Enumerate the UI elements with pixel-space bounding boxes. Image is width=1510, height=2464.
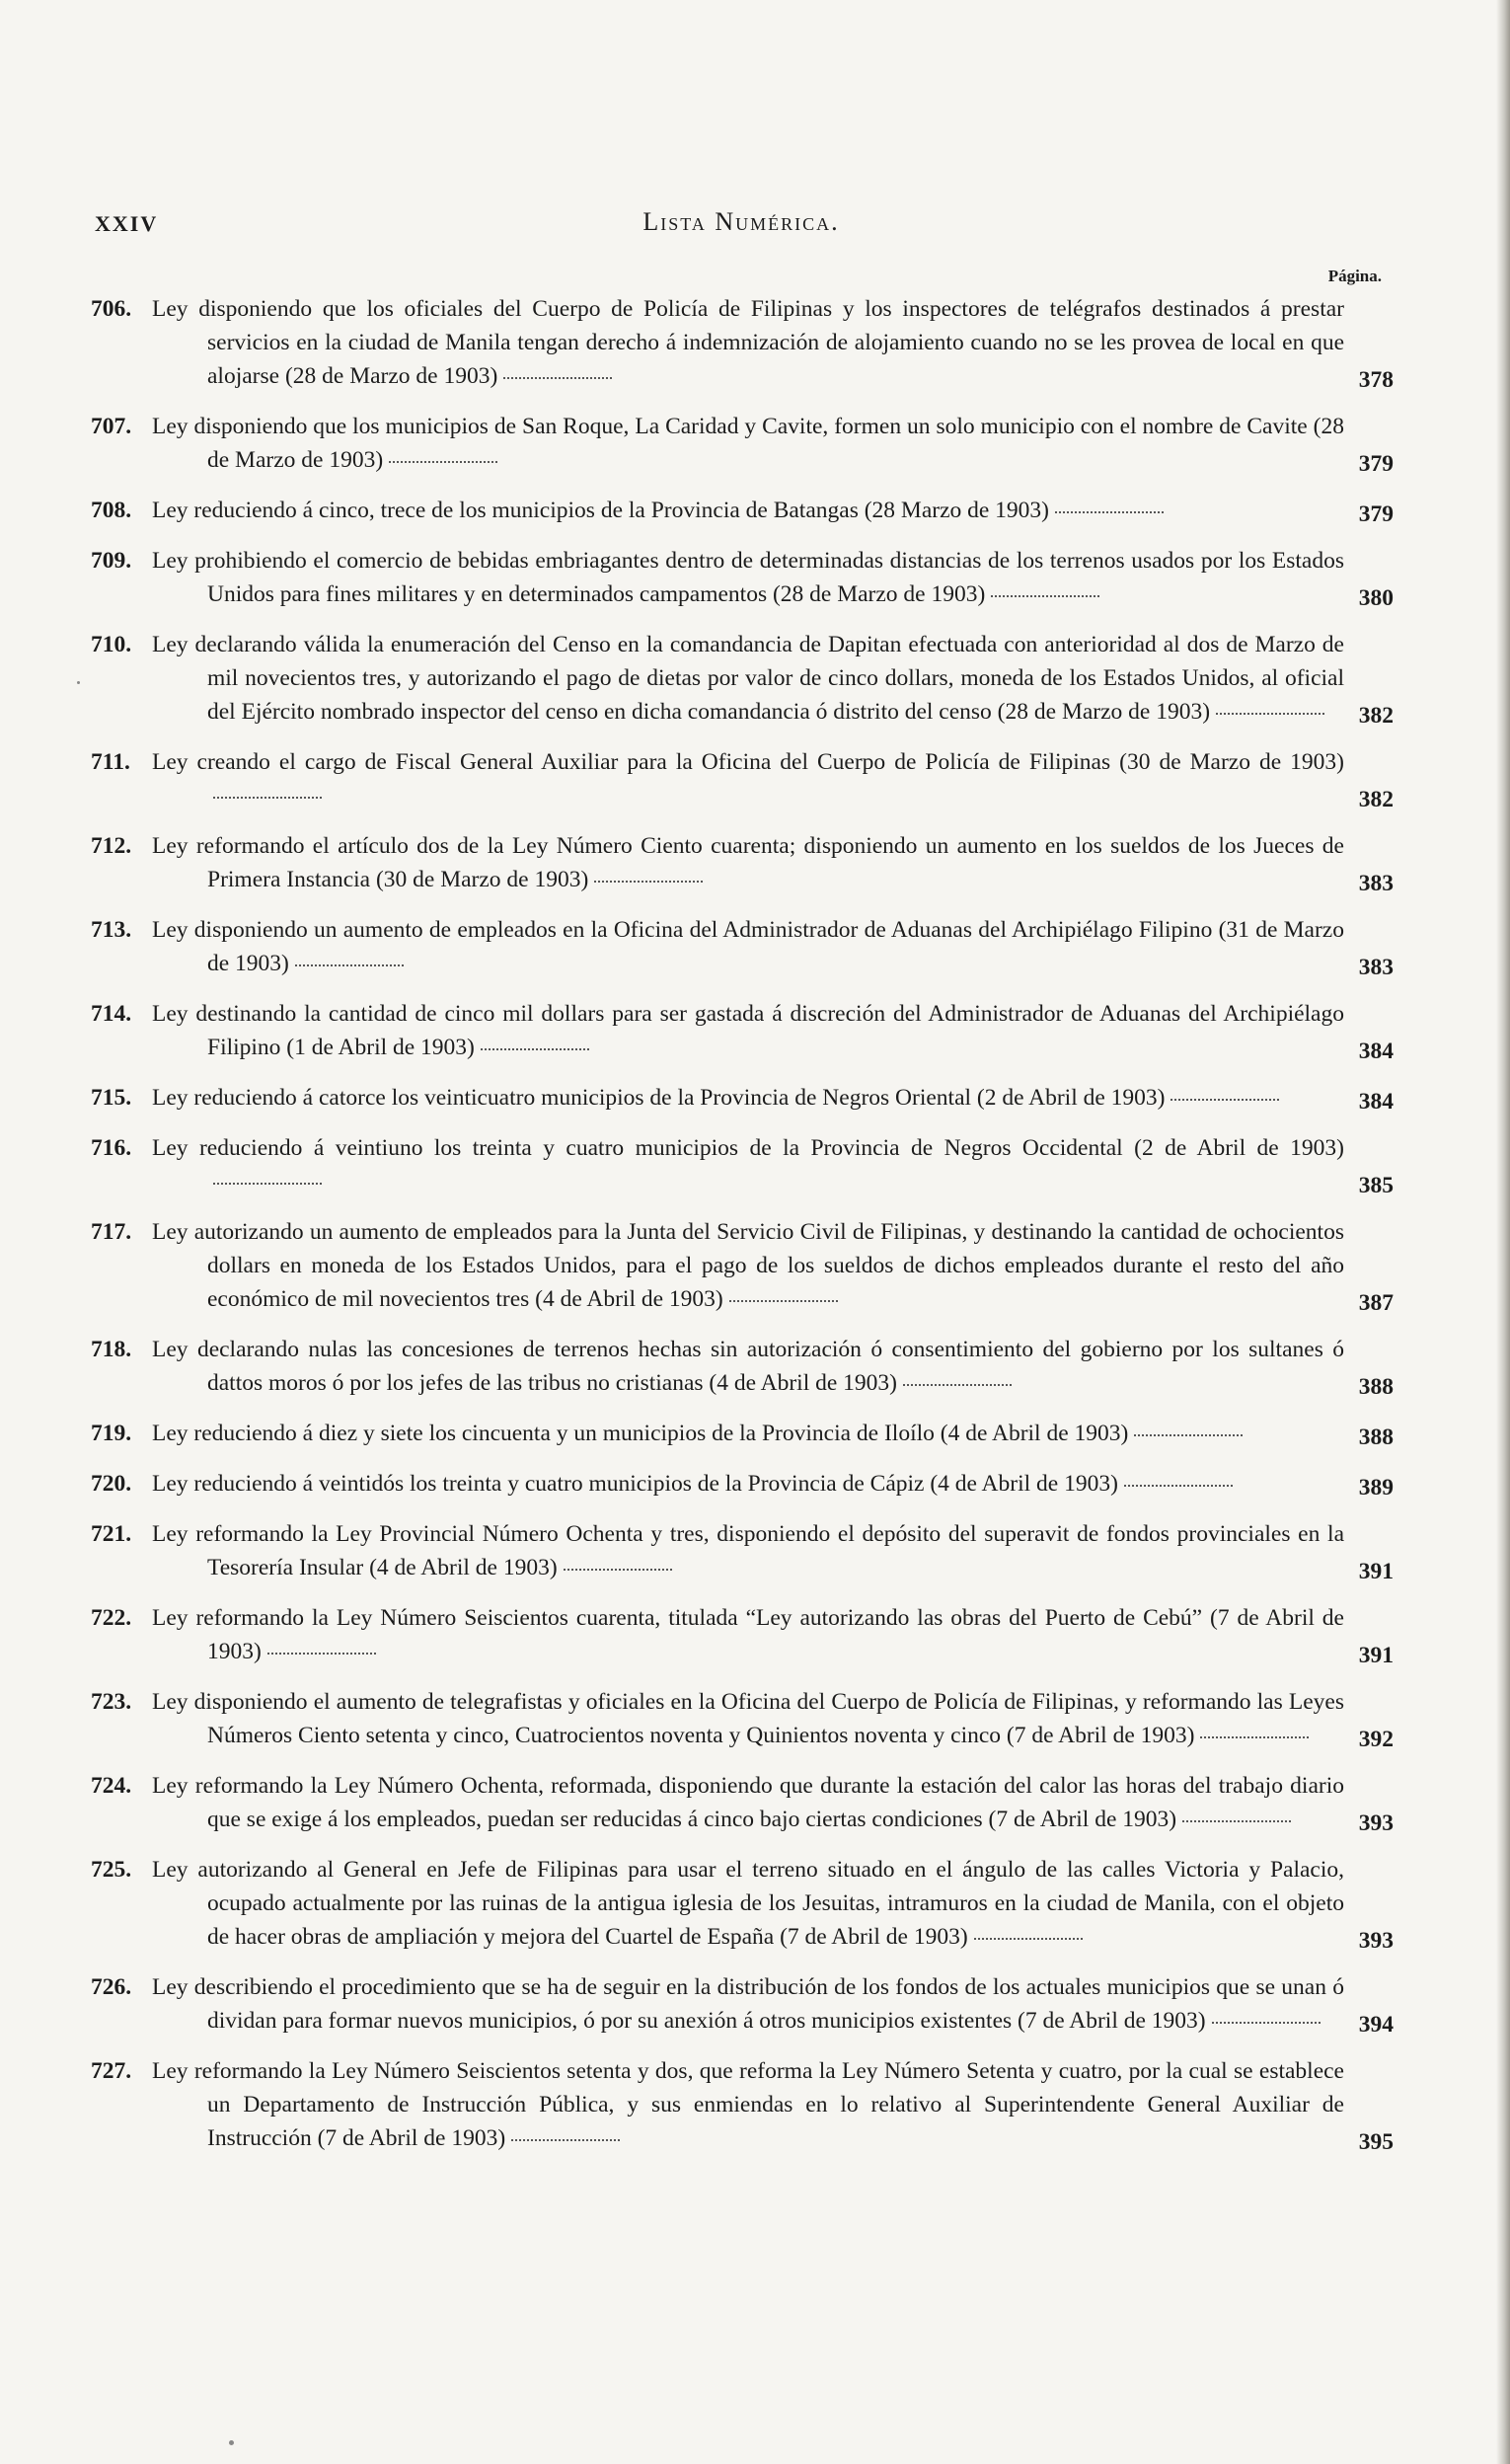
dot-leader bbox=[213, 797, 322, 799]
list-item bbox=[91, 997, 1394, 1064]
list-item bbox=[91, 628, 1394, 729]
list-item bbox=[91, 745, 1394, 812]
list-item bbox=[91, 494, 1394, 527]
entry-page-number: 393 bbox=[1358, 1928, 1394, 1954]
entry-page-number: 389 bbox=[1358, 1475, 1394, 1501]
entry-page-number: 391 bbox=[1358, 1559, 1394, 1584]
entry-text bbox=[152, 997, 1344, 1064]
list-item bbox=[91, 1215, 1394, 1316]
entry-text bbox=[152, 1215, 1344, 1316]
running-title: Lista Numérica. bbox=[642, 207, 840, 236]
entry-number: 720. bbox=[91, 1471, 132, 1497]
entry-page-number: 380 bbox=[1358, 585, 1394, 611]
dot-leader bbox=[1200, 1736, 1309, 1738]
list-item bbox=[91, 1769, 1394, 1836]
entry-page-number: 382 bbox=[1358, 703, 1394, 729]
entry-description: Ley disponiendo que los municipios de San Roque, La Caridad y Cavite, formen un solo municipio con el nombre de Cavite (28 de Marzo de 1903) bbox=[152, 414, 1344, 473]
page-column-label: Página. bbox=[1327, 267, 1382, 285]
list-item bbox=[91, 913, 1394, 980]
list-item bbox=[91, 1131, 1394, 1198]
print-speck bbox=[77, 681, 80, 684]
entry-number: 708. bbox=[91, 498, 132, 523]
entry-description: Ley reduciendo á diez y siete los cincuenta y un municipios de la Provincia de Iloílo (4 de Abril de 1903) bbox=[152, 1421, 1129, 1446]
list-item bbox=[91, 1417, 1394, 1450]
entry-description: Ley disponiendo que los oficiales del Cuerpo de Policía de Filipinas y los inspectores de telégrafos destinados á prestar servicios en la ciudad de Manila tengan derecho á indemnización de alojamiento cuando no se les provea de local en que alojarse (28 de Marzo de 1903) bbox=[152, 296, 1344, 389]
list-item bbox=[91, 1970, 1394, 2038]
entry-number: 719. bbox=[91, 1421, 132, 1446]
entry-description: Ley creando el cargo de Fiscal General Auxiliar para la Oficina del Cuerpo de Policía de Filipinas (30 de Marzo de 1903) bbox=[152, 749, 1344, 775]
entry-page-number: 395 bbox=[1358, 2129, 1394, 2155]
entry-text bbox=[152, 1970, 1344, 2038]
entry-page-number: 388 bbox=[1358, 1374, 1394, 1400]
entry-text bbox=[152, 1685, 1344, 1752]
dot-leader bbox=[295, 964, 404, 966]
entry-description: Ley reduciendo á catorce los veinticuatro municipios de la Provincia de Negros Oriental (2 de Abril de 1903) bbox=[152, 1085, 1166, 1111]
entry-page-number: 391 bbox=[1358, 1643, 1394, 1668]
entry-number: 725. bbox=[91, 1857, 132, 1883]
entry-description: Ley reformando la Ley Provincial Número Ochenta y tres, disponiendo el depósito del superavit de fondos provinciales en la Tesorería Insular (4 de Abril de 1903) bbox=[152, 1521, 1344, 1580]
entry-number: 709. bbox=[91, 548, 132, 574]
entry-text bbox=[152, 628, 1344, 729]
entry-number: 715. bbox=[91, 1085, 132, 1111]
dot-leader bbox=[1212, 2022, 1321, 2024]
entry-number: 721. bbox=[91, 1521, 132, 1547]
entry-text bbox=[152, 745, 1344, 812]
list-item bbox=[91, 1081, 1394, 1115]
entry-text bbox=[152, 1417, 1344, 1450]
entry-number: 727. bbox=[91, 2058, 132, 2084]
dot-leader bbox=[267, 1653, 376, 1655]
entry-number: 710. bbox=[91, 632, 132, 657]
entry-number: 714. bbox=[91, 1001, 132, 1027]
dot-leader bbox=[1170, 1099, 1279, 1101]
dot-leader bbox=[1182, 1820, 1291, 1822]
dot-leader bbox=[729, 1300, 838, 1302]
list-item bbox=[91, 1467, 1394, 1501]
list-item bbox=[91, 544, 1394, 611]
entry-text bbox=[152, 913, 1344, 980]
entry-description: Ley declarando válida la enumeración del Censo en la comandancia de Dapitan efectuada con anterioridad al dos de Marzo de mil novecientos tres, y autorizando el pago de dietas por valor de cinco dollars, moneda de los Estados Unidos, al oficial del Ejército nombrado inspector del censo en dicha comandancia ó distrito del censo (28 de Marzo de 1903) bbox=[152, 632, 1344, 725]
entry-text bbox=[152, 1853, 1344, 1954]
entry-page-number: 382 bbox=[1358, 787, 1394, 812]
entry-text bbox=[152, 1517, 1344, 1584]
list-item bbox=[91, 829, 1394, 896]
entry-page-number: 383 bbox=[1358, 871, 1394, 896]
dot-leader bbox=[481, 1048, 589, 1050]
entry-number: 713. bbox=[91, 917, 132, 943]
entry-text bbox=[152, 544, 1344, 611]
entry-description: Ley reformando el artículo dos de la Ley Número Ciento cuarenta; disponiendo un aumento en los sueldos de los Jueces de Primera Instancia (30 de Marzo de 1903) bbox=[152, 833, 1344, 892]
dot-leader bbox=[1055, 511, 1164, 513]
dot-leader bbox=[564, 1569, 672, 1571]
entry-text bbox=[152, 410, 1344, 477]
entry-text bbox=[152, 829, 1344, 896]
entry-text bbox=[152, 1333, 1344, 1400]
entry-text bbox=[152, 1081, 1344, 1115]
list-item bbox=[91, 410, 1394, 477]
entry-text bbox=[152, 1769, 1344, 1836]
dot-leader bbox=[594, 881, 703, 883]
list-item bbox=[91, 1517, 1394, 1584]
page-number: XXIV bbox=[95, 211, 159, 236]
list-item bbox=[91, 1333, 1394, 1400]
entry-description: Ley reduciendo á cinco, trece de los municipios de la Provincia de Batangas (28 Marzo de 1903) bbox=[152, 498, 1050, 523]
entry-number: 711. bbox=[91, 749, 130, 775]
entry-text bbox=[152, 1467, 1344, 1501]
entry-page-number: 387 bbox=[1358, 1290, 1394, 1316]
entry-text bbox=[152, 1601, 1344, 1668]
entry-number: 718. bbox=[91, 1337, 132, 1362]
dot-leader bbox=[213, 1183, 322, 1185]
entry-description: Ley reformando la Ley Número Seiscientos setenta y dos, que reforma la Ley Número Setenta y cuatro, por la cual se establece un Departamento de Instrucción Pública, y sus enmiendas en lo relativo al Superintendente General Auxiliar de Instrucción (7 de Abril de 1903) bbox=[152, 2058, 1344, 2151]
dot-leader bbox=[1134, 1434, 1243, 1436]
entry-number: 723. bbox=[91, 1689, 132, 1715]
page-header bbox=[95, 207, 1388, 245]
entry-page-number: 394 bbox=[1358, 2012, 1394, 2038]
dot-leader bbox=[1124, 1485, 1233, 1487]
entry-list bbox=[91, 292, 1394, 2172]
entry-description: Ley disponiendo el aumento de telegrafistas y oficiales en la Oficina del Cuerpo de Policía de Filipinas, y reformando las Leyes Números Ciento setenta y cinco, Cuatrocientos noventa y Quinientos noventa y cinco (7 de Abril de 1903) bbox=[152, 1689, 1344, 1748]
entry-number: 722. bbox=[91, 1605, 132, 1631]
list-item bbox=[91, 2054, 1394, 2155]
entry-description: Ley reformando la Ley Número Ochenta, reformada, disponiendo que durante la estación del calor las horas del trabajo diario que se exige á los empleados, puedan ser reducidas á cinco bajo ciertas condiciones (7 de Abril de 1903) bbox=[152, 1773, 1344, 1832]
entry-page-number: 384 bbox=[1358, 1039, 1394, 1064]
entry-number: 726. bbox=[91, 1974, 132, 2000]
entry-description: Ley autorizando al General en Jefe de Filipinas para usar el terreno situado en el ángulo de las calles Victoria y Palacio, ocupado actualmente por las ruinas de la antigua iglesia de los Jesuitas, intramuros en la ciudad de Manila, con el objeto de hacer obras de ampliación y mejora del Cuartel de España (7 de Abril de 1903) bbox=[152, 1857, 1344, 1950]
dot-leader bbox=[503, 377, 612, 379]
entry-text bbox=[152, 1131, 1344, 1198]
entry-description: Ley reduciendo á veintiuno los treinta y cuatro municipios de la Provincia de Negros Occidental (2 de Abril de 1903) bbox=[152, 1135, 1344, 1161]
entry-text bbox=[152, 2054, 1344, 2155]
print-speck bbox=[229, 2440, 234, 2445]
entry-number: 724. bbox=[91, 1773, 132, 1799]
entry-page-number: 385 bbox=[1358, 1173, 1394, 1198]
entry-number: 712. bbox=[91, 833, 132, 859]
entry-page-number: 392 bbox=[1358, 1727, 1394, 1752]
list-item bbox=[91, 1853, 1394, 1954]
dot-leader bbox=[389, 461, 497, 463]
list-item bbox=[91, 1601, 1394, 1668]
entry-page-number: 383 bbox=[1358, 955, 1394, 980]
dot-leader bbox=[1216, 713, 1324, 715]
entry-description: Ley describiendo el procedimiento que se ha de seguir en la distribución de los fondos de los actuales municipios que se unan ó dividan para formar nuevos municipios, ó por su anexión á otros municipios existentes (7 de Abril de 1903) bbox=[152, 1974, 1344, 2034]
entry-number: 717. bbox=[91, 1219, 132, 1245]
dot-leader bbox=[903, 1384, 1012, 1386]
entry-description: Ley destinando la cantidad de cinco mil dollars para ser gastada á discreción del Administrador de Aduanas del Archipiélago Filipino (1 de Abril de 1903) bbox=[152, 1001, 1344, 1060]
list-item bbox=[91, 1685, 1394, 1752]
entry-description: Ley disponiendo un aumento de empleados en la Oficina del Administrador de Aduanas del Archipiélago Filipino (31 de Marzo de 1903) bbox=[152, 917, 1344, 976]
entry-text bbox=[152, 292, 1344, 393]
entry-description: Ley declarando nulas las concesiones de terrenos hechas sin autorización ó consentimiento del gobierno por los sultanes ó dattos moros ó por los jefes de las tribus no cristianas (4 de Abril de 1903) bbox=[152, 1337, 1344, 1396]
list-item bbox=[91, 292, 1394, 393]
dot-leader bbox=[511, 2139, 620, 2141]
page-edge-shadow bbox=[1496, 0, 1510, 2464]
entry-description: Ley reduciendo á veintidós los treinta y cuatro municipios de la Provincia de Cápiz (4 de Abril de 1903) bbox=[152, 1471, 1118, 1497]
entry-description: Ley reformando la Ley Número Seiscientos cuarenta, titulada “Ley autorizando las obras del Puerto de Cebú” (7 de Abril de 1903) bbox=[152, 1605, 1344, 1664]
dot-leader bbox=[974, 1938, 1083, 1940]
entry-description: Ley autorizando un aumento de empleados para la Junta del Servicio Civil de Filipinas, y destinando la cantidad de ochocientos dollars en moneda de los Estados Unidos, para el pago de los sueldos de dichos empleados durante el resto del año económico de mil novecientos tres (4 de Abril de 1903) bbox=[152, 1219, 1344, 1312]
entry-text bbox=[152, 494, 1344, 527]
entry-page-number: 393 bbox=[1358, 1810, 1394, 1836]
entry-page-number: 384 bbox=[1358, 1089, 1394, 1115]
entry-page-number: 388 bbox=[1358, 1424, 1394, 1450]
entry-description: Ley prohibiendo el comercio de bebidas embriagantes dentro de determinadas distancias de los terrenos usados por los Estados Unidos para fines militares y en determinados campamentos (28 de Marzo de 1903) bbox=[152, 548, 1344, 607]
entry-number: 716. bbox=[91, 1135, 132, 1161]
entry-number: 706. bbox=[91, 296, 132, 322]
dot-leader bbox=[991, 595, 1099, 597]
entry-number: 707. bbox=[91, 414, 132, 439]
entry-page-number: 378 bbox=[1358, 367, 1394, 393]
entry-page-number: 379 bbox=[1358, 451, 1394, 477]
entry-page-number: 379 bbox=[1358, 501, 1394, 527]
